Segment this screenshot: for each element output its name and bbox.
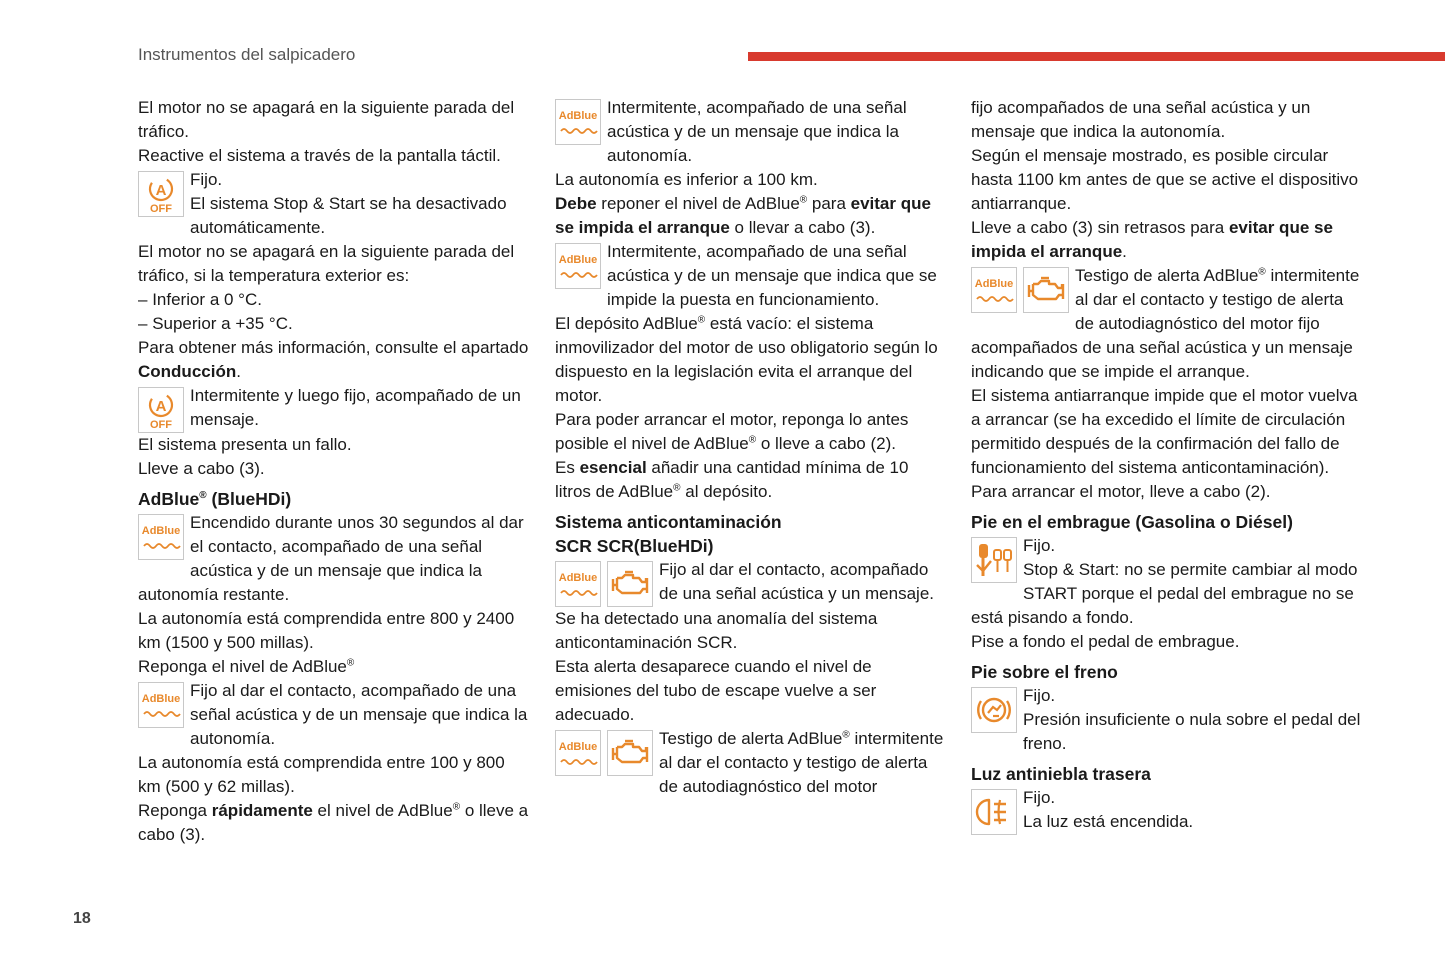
column-1 <box>138 96 530 847</box>
paragraph: Fijo. <box>1023 788 1056 807</box>
paragraph: Testigo de alerta AdBlue® intermitente al dar el contacto y testigo de alerta de autodiagnóstico del motor fijo acompañados de una señal acústica y un mensaje indicando que se impide el arranque. <box>971 266 1360 381</box>
svg-text:A: A <box>155 398 167 415</box>
svg-text:AdBlue: AdBlue <box>558 572 598 584</box>
scr-entry <box>555 727 947 799</box>
page-number: 18 <box>73 910 91 927</box>
paragraph: Intermitente y luego fijo, acompañado de un mensaje. <box>190 386 521 429</box>
paragraph: Intermitente, acompañado de una señal acústica y de un mensaje que indica que se impide la puesta en funcionamiento. <box>607 242 937 309</box>
paragraph: La luz está encendida. <box>1023 812 1194 831</box>
page-header-title: Instrumentos del salpicadero <box>138 45 356 64</box>
paragraph: Según el mensaje mostrado, es posible circular hasta 1100 km antes de que se active el dispositivo antiarranque. <box>971 146 1359 213</box>
svg-text:AdBlue: AdBlue <box>558 110 598 122</box>
engine-icon <box>607 561 653 607</box>
paragraph: Para obtener más información, consulte el apartado Conducción. <box>138 338 529 381</box>
clutch-pedal-icon <box>971 537 1017 583</box>
paragraph: Fijo. <box>190 170 223 189</box>
paragraph: Reactive el sistema a través de la pantalla táctil. <box>138 146 501 165</box>
clutch-entry <box>971 534 1363 630</box>
adblue-icon <box>138 514 184 560</box>
paragraph: Fijo. <box>1023 536 1056 555</box>
svg-text:AdBlue: AdBlue <box>141 525 181 537</box>
paragraph: El motor no se apagará en la siguiente parada del tráfico. <box>138 98 515 141</box>
bold-term: Conducción <box>138 362 237 381</box>
paragraph: Se ha detectado una anomalía del sistema anticontaminación SCR. <box>555 609 878 652</box>
paragraph: La autonomía está comprendida entre 100 y 800 km (500 y 62 millas). <box>138 753 505 796</box>
paragraph: La autonomía está comprendida entre 800 y 2400 km (1500 y 500 millas). <box>138 609 515 652</box>
paragraph: El sistema presenta un fallo. <box>138 435 352 454</box>
paragraph: El sistema Stop & Start se ha desactivado automáticamente. <box>190 194 507 237</box>
scr-entry <box>971 264 1363 384</box>
engine-icon <box>1023 267 1069 313</box>
paragraph: Pise a fondo el pedal de embrague. <box>971 632 1240 651</box>
paragraph: El sistema antiarranque impide que el motor vuelva a arrancar (se ha excedido el límite de circulación permitido después de la confirmación del fallo de funcionamiento del sistema anticontaminación). <box>971 386 1358 477</box>
engine-icon <box>607 730 653 776</box>
stop-start-off-icon <box>138 387 184 433</box>
brake-entry <box>971 684 1363 756</box>
adblue-icon <box>138 682 184 728</box>
paragraph: Para poder arrancar el motor, reponga lo antes posible el nivel de AdBlue® o lleve a cabo (2). <box>555 410 909 453</box>
column-3 <box>971 96 1363 835</box>
svg-text:OFF: OFF <box>150 203 172 214</box>
section-heading-clutch: Pie en el embrague (Gasolina o Diésel) <box>971 512 1293 532</box>
temperature-list <box>138 288 530 336</box>
adblue-entry <box>555 240 947 312</box>
paragraph: Reponga el nivel de AdBlue® <box>138 657 355 676</box>
svg-text:AdBlue: AdBlue <box>141 693 181 705</box>
adblue-entry <box>138 679 530 751</box>
section-heading-adblue: AdBlue® (BlueHDi) <box>138 489 292 509</box>
column-2 <box>555 96 947 799</box>
adblue-icon <box>971 267 1017 313</box>
list-item: – Superior a +35 °C. <box>138 312 530 336</box>
paragraph: Debe reponer el nivel de AdBlue® para evitar que se impida el arranque o llevar a cabo (3). <box>555 194 931 237</box>
header-accent-bar <box>748 52 1445 61</box>
adblue-entry <box>555 96 947 168</box>
paragraph: Presión insuficiente o nula sobre el pedal del freno. <box>1023 710 1361 753</box>
stop-start-off-icon <box>138 171 184 217</box>
paragraph: Para arrancar el motor, lleve a cabo (2). <box>971 482 1271 501</box>
svg-text:A: A <box>155 182 167 199</box>
paragraph: Es esencial añadir una cantidad mínima de 10 litros de AdBlue® al depósito. <box>555 458 909 501</box>
paragraph: Intermitente, acompañado de una señal acústica y de un mensaje que indica la autonomía. <box>607 98 907 165</box>
paragraph: fijo acompañados de una señal acústica y un mensaje que indica la autonomía. <box>971 98 1311 141</box>
bold-term: rápidamente <box>211 801 313 820</box>
brake-pedal-icon <box>971 687 1017 733</box>
paragraph: Lleve a cabo (3). <box>138 459 265 478</box>
scr-entry <box>555 558 947 606</box>
section-heading-scr: Sistema anticontaminación SCR SCR(BlueHDi) <box>555 512 782 556</box>
fog-entry <box>971 786 1363 834</box>
paragraph: Encendido durante unos 30 segundos al dar el contacto, acompañado de una señal acústica y de un mensaje que indica la autonomía restante. <box>138 513 524 604</box>
paragraph: El depósito AdBlue® está vacío: el sistema inmovilizador del motor de uso obligatorio según lo dispuesto en la legislación evita el arranque del motor. <box>555 314 938 405</box>
adblue-icon <box>555 243 601 289</box>
section-heading-fog: Luz antiniebla trasera <box>971 764 1151 784</box>
svg-text:OFF: OFF <box>150 419 172 430</box>
paragraph: Fijo al dar el contacto, acompañado de una señal acústica y un mensaje. <box>659 560 935 603</box>
paragraph: Lleve a cabo (3) sin retrasos para evitar que se impida el arranque. <box>971 218 1333 261</box>
paragraph: El motor no se apagará en la siguiente parada del tráfico, si la temperatura exterior es: <box>138 242 515 285</box>
rear-fog-light-icon <box>971 789 1017 835</box>
paragraph: Fijo al dar el contacto, acompañado de una señal acústica y de un mensaje que indica la autonomía. <box>190 681 528 748</box>
section-heading-brake: Pie sobre el freno <box>971 662 1118 682</box>
paragraph: Esta alerta desaparece cuando el nivel de emisiones del tubo de escape vuelve a ser adecuado. <box>555 657 877 724</box>
svg-text:AdBlue: AdBlue <box>558 741 598 753</box>
adblue-icon <box>555 730 601 776</box>
adblue-icon <box>555 99 601 145</box>
stop-start-off-entry <box>138 384 530 432</box>
adblue-icon <box>555 561 601 607</box>
paragraph: Stop & Start: no se permite cambiar al modo START porque el pedal del embrague no se está pisando a fondo. <box>971 560 1358 627</box>
svg-text:AdBlue: AdBlue <box>558 254 598 266</box>
stop-start-off-entry <box>138 168 530 240</box>
paragraph: Fijo. <box>1023 686 1056 705</box>
svg-text:AdBlue: AdBlue <box>974 278 1014 290</box>
list-item: – Inferior a 0 °C. <box>138 288 530 312</box>
adblue-entry <box>138 511 530 607</box>
paragraph: Reponga rápidamente el nivel de AdBlue® o lleve a cabo (3). <box>138 801 529 844</box>
paragraph: Testigo de alerta AdBlue® intermitente al dar el contacto y testigo de alerta de autodiagnóstico del motor <box>659 729 944 796</box>
paragraph: La autonomía es inferior a 100 km. <box>555 170 818 189</box>
